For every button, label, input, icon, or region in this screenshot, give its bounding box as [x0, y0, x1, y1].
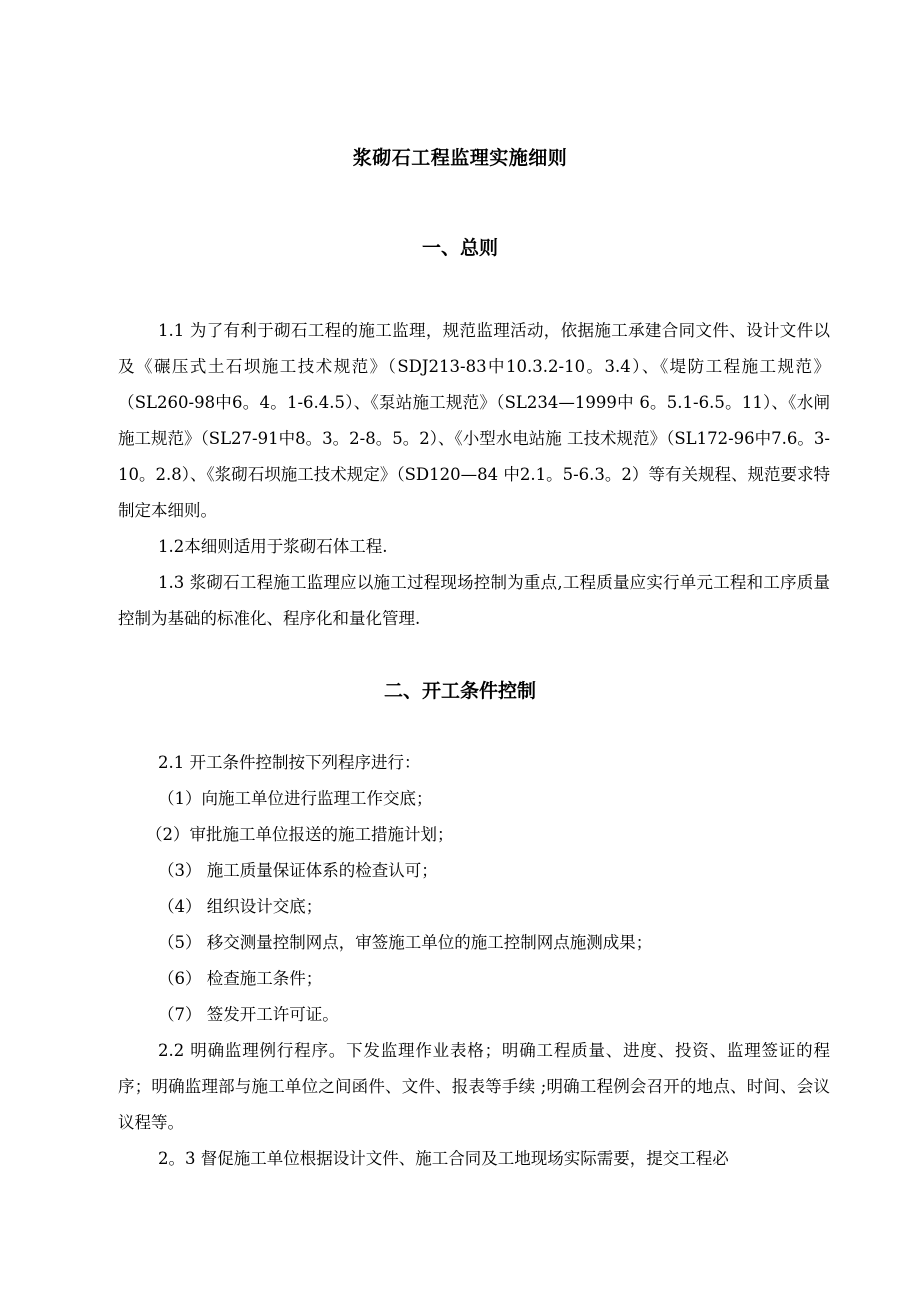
list-item: （6） 检查施工条件；: [158, 969, 323, 988]
paragraph-2-2: 2.2 明确监理例行程序。下发监理作业表格；明确工程质量、进度、投资、监理签证的程序；明确监理部与施工单位之间函件、文件、报表等手续 ;明确工程例会召开的地点、时间、会议议程等。: [118, 1041, 830, 1132]
section-heading-general: 一、总则: [421, 237, 498, 259]
paragraph-1-1: 1.1 为了有利于砌石工程的施工监理，规范监理活动，依据施工承建合同文件、设计文件以及《碾压式土石坝施工技术规范》（SDJ213-83中10.3.2-10。3.4）、《堤防工程施工规范》（SL260-98中6。4。1-6.4.5）、《泵站施工规范》（SL234—1999中 6。5.1-6.5。11）、《水闸施工规范》（SL27-91中8。3。2-8。5。2）、《小型水电站施 工技术规范》（SL172-96中7.6。3-10。2.8）、《浆砌石坝施工技术规定》（SD120—84 中2.1。5-6.3。2）等有关规程、规范要求特制定本细则。: [118, 321, 830, 520]
paragraph-2-3: 2。3 督促施工单位根据设计文件、施工合同及工地现场实际需要，提交工程必: [158, 1149, 729, 1168]
section-heading-start-conditions: 二、开工条件控制: [383, 680, 536, 702]
document-title: 浆砌石工程监理实施细则: [352, 147, 568, 169]
list-item: （2）审批施工单位报送的施工措施计划；: [146, 825, 454, 844]
paragraph-2-1: 2.1 开工条件控制按下列程序进行：: [158, 753, 421, 772]
list-item: （1）向施工单位进行监理工作交底；: [158, 789, 433, 808]
paragraph-1-2: 1.2本细则适用于浆砌石体工程.: [158, 537, 388, 556]
paragraph-1-3: 1.3 浆砌石工程施工监理应以施工过程现场控制为重点,工程质量应实行单元工程和工序质量控制为基础的标准化、程序化和量化管理.: [118, 573, 830, 628]
list-item: （5） 移交测量控制网点，审签施工单位的施工控制网点施测成果；: [158, 933, 653, 952]
list-item: （4） 组织设计交底；: [158, 897, 323, 916]
list-item: （3） 施工质量保证体系的检查认可；: [158, 861, 438, 880]
list-item: （7） 签发开工许可证。: [158, 1005, 339, 1024]
